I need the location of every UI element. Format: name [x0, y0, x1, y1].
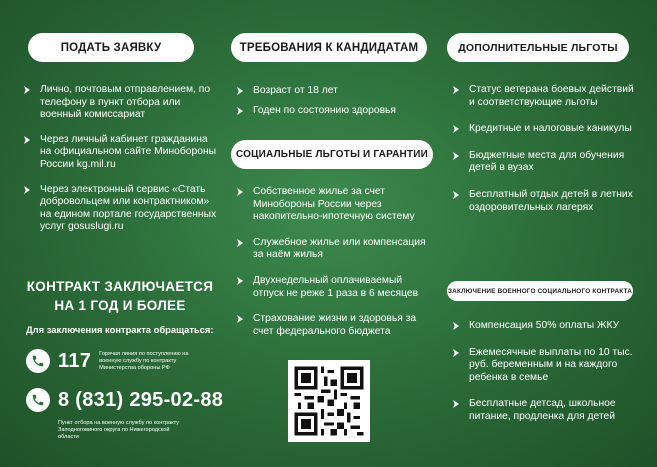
- arrow-bullet-icon: [451, 321, 461, 331]
- list-item: Бюджетные места для обучения детей в вузах: [449, 150, 634, 175]
- arrow-bullet-icon: [451, 190, 461, 200]
- list-item: Компенсация 50% оплаты ЖКУ: [449, 320, 639, 333]
- phone-icon: [26, 349, 50, 373]
- arrow-bullet-icon: [235, 238, 245, 248]
- list-item: Двухнедельный оплачиваемый отпуск не реже 1 раза в 6 месяцев: [233, 275, 433, 300]
- arrow-bullet-icon: [22, 135, 32, 145]
- hotline-number[interactable]: 117: [58, 349, 92, 372]
- arrow-bullet-icon: [235, 106, 245, 116]
- header-requirements: ТРЕБОВАНИЯ К КАНДИДАТАМ: [231, 33, 427, 62]
- requirements-list: [233, 85, 433, 117]
- arrow-bullet-icon: [22, 85, 32, 95]
- list-item: Собственное жилье за счет Минобороны России через накопительно-ипотечную систему: [233, 186, 433, 224]
- list-item: Через электронный сервис «Стать добровольцем или контрактником» на едином портале государственных услуг gosuslugi.ru: [20, 184, 220, 234]
- arrow-bullet-icon: [451, 151, 461, 161]
- selection-point-row: [26, 388, 223, 412]
- contact-title: Для заключения контракта обращаться:: [26, 324, 214, 335]
- phone-icon: [26, 388, 50, 412]
- arrow-bullet-icon: [22, 185, 32, 195]
- list-item: Кредитные и налоговые каникулы: [449, 123, 634, 136]
- header-submit-application: ПОДАТЬ ЗАЯВКУ: [28, 33, 194, 62]
- arrow-bullet-icon: [451, 85, 461, 95]
- selection-point-number[interactable]: 8 (831) 295-02-88: [58, 388, 224, 411]
- qr-code-icon[interactable]: [288, 360, 370, 442]
- list-item: Бесплатные детсад, школьное питание, продленка для детей: [449, 398, 639, 423]
- additional-benefits-list: [449, 84, 634, 214]
- social-contract-list: [449, 320, 639, 424]
- arrow-bullet-icon: [235, 276, 245, 286]
- list-item: Возраст от 18 лет: [233, 85, 433, 98]
- list-item: Лично, почтовым отправлением, по телефону в пункт отбора или военный комиссариат: [20, 84, 220, 122]
- list-item: Через личный кабинет гражданина на официальном сайте Минобороны России kg.mil.ru: [20, 134, 220, 172]
- header-additional-benefits: ДОПОЛНИТЕЛЬНЫЕ ЛЬГОТЫ: [447, 33, 629, 62]
- list-item: Служебное жилье или компенсация за наём жилья: [233, 237, 433, 262]
- arrow-bullet-icon: [235, 86, 245, 96]
- arrow-bullet-icon: [451, 124, 461, 134]
- list-item: Бесплатный отдых детей в летних оздоровительных лагерях: [449, 189, 634, 214]
- header-social-benefits: СОЦИАЛЬНЫЕ ЛЬГОТЫ И ГАРАНТИИ: [231, 140, 433, 169]
- social-benefits-list: [233, 186, 433, 338]
- arrow-bullet-icon: [235, 314, 245, 324]
- hotline-note: Горячая линия по поступлению на военную службу по контракту Министерства обороны РФ: [99, 350, 189, 371]
- list-item: Страхование жизни и здоровья за счет федерального бюджета: [233, 313, 433, 338]
- arrow-bullet-icon: [451, 348, 461, 358]
- arrow-bullet-icon: [451, 399, 461, 409]
- header-social-contract: ЗАКЛЮЧЕНИЕ ВОЕННОГО СОЦИАЛЬНОГО КОНТРАКТА: [447, 281, 633, 301]
- arrow-bullet-icon: [235, 187, 245, 197]
- list-item: Годен по состоянию здоровья: [233, 105, 433, 118]
- list-item: Ежемесячные выплаты по 10 тыс. руб. беременным и на каждого ребенка в семье: [449, 347, 639, 385]
- submit-methods-list: [20, 84, 220, 234]
- list-item: Статус ветерана боевых действий и соответствующие льготы: [449, 84, 634, 109]
- contract-term: КОНТРАКТ ЗАКЛЮЧАЕТСЯ НА 1 ГОД И БОЛЕЕ: [26, 279, 214, 313]
- hotline-row: [26, 349, 211, 373]
- selection-point-note: Пункт отбора на военную службу по контракту Заподноговиного округа по Нижегородской области: [58, 420, 180, 440]
